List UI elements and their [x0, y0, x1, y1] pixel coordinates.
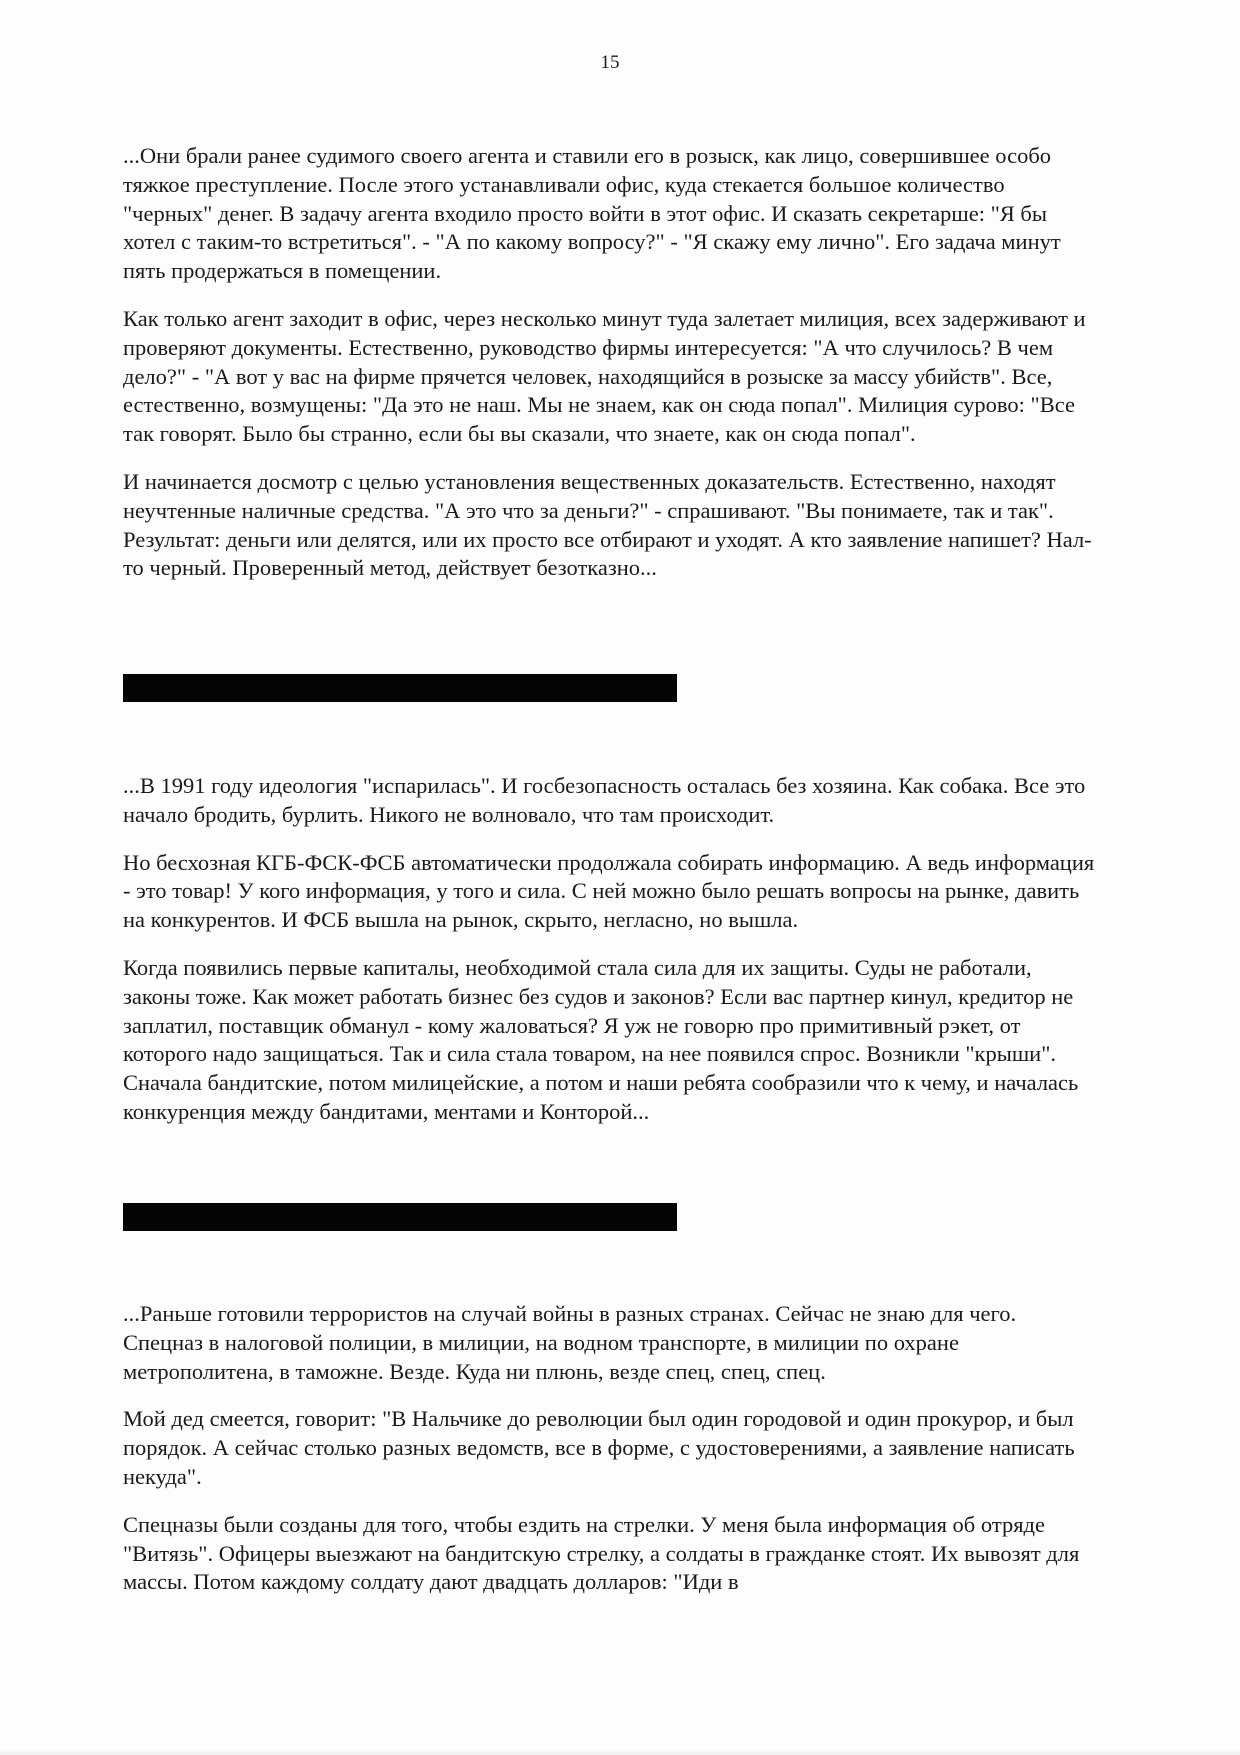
paragraph: ...Раньше готовили террористов на случай войны в разных странах. Сейчас не знаю для чего. Спецназ в налоговой полиции, в милиции, на водном транспорте, в милиции по охране метрополитена, в таможне. Везде. Куда ни плюнь, везде спец, спец, спец. — [123, 1301, 1017, 1384]
scan-edge-shadow — [0, 1749, 1240, 1755]
paragraph: И начинается досмотр с целью установления вещественных доказательств. Естественно, находят неучтенные наличные средства. "А это что за деньги?" - спрашивают. "Вы понимаете, так и так". Результат: деньги или делятся, или их просто все отбирают и уходят. А кто заявление напишет? Нал-то черный. Проверенный метод, действует безотказно... — [123, 468, 1092, 581]
paragraph: Спецназы были созданы для того, чтобы ездить на стрелки. У меня была информация об отряде "Витязь". Офицеры выезжают на бандитскую стрелку, а солдаты в гражданке стоят. Их вывозят для массы. Потом каждому солдату дают двадцать долларов: "Иди в — [123, 1511, 1080, 1595]
paragraph: ...В 1991 году идеология "испарилась". И госбезопасность осталась без хозяина. Как собака. Все это начало бродить, бурлить. Никого не волновало, что там происходит. — [123, 773, 1086, 827]
text-section-1 — [123, 142, 1095, 583]
text-section-2 — [123, 772, 1095, 1127]
paragraph: ...Они брали ранее судимого своего агента и ставили его в розыск, как лицо, совершившее особо тяжкое преступление. После этого устанавливали офис, куда стекается большое количество "черных" денег. В задачу агента входило просто войти в этот офис. И сказать секретарше: "Я бы хотел с таким-то встретиться". - "А по какому вопросу?" - "Я скажу ему лично". Его задача минут пять продержаться в помещении. — [123, 143, 1061, 284]
paragraph: Но бесхозная КГБ-ФСК-ФСБ автоматически продолжала собирать информацию. А ведь информация - это товар! У кого информация, у того и сила. С ней можно было решать вопросы на рынке, давить на конкурентов. И ФСБ вышла на рынок, скрыто, негласно, но вышла. — [123, 849, 1095, 933]
paragraph: Как только агент заходит в офис, через несколько минут туда залетает милиция, всех задерживают и проверяют документы. Естественно, руководство фирмы интересуется: "А что случилось? В чем дело?" - "А вот у вас на фирме прячется человек, находящийся в розыске за массу убийств". Все, естественно, возмущены: "Да это не наш. Мы не знаем, как он сюда попал". Милиция сурово: "Все так говорят. Было бы странно, если бы вы сказали, что знаете, как он сюда попал". — [123, 305, 1086, 447]
text-section-3 — [123, 1300, 1095, 1597]
page-number: 15 — [600, 52, 620, 73]
redaction-bar — [123, 674, 677, 702]
paragraph: Когда появились первые капиталы, необходимой стала сила для их защиты. Суды не работали, законы тоже. Как может работать бизнес без судов и законов? Если вас партнер кинул, кредитор не заплатил, поставщик обманул - кому жаловаться? Я уж не говорю про примитивный рэкет, от которого надо защищаться. Так и сила стала товаром, на нее появился спрос. Возникли "крыши". Сначала бандитские, потом милицейские, а потом и наши ребята сообразили что к чему, и началась конкуренция между бандитами, ментами и Конторой... — [123, 954, 1079, 1124]
paragraph: Мой дед смеется, говорит: "В Нальчике до революции был один городовой и один прокурор, и был порядок. А сейчас столько разных ведомств, все в форме, с удостоверениями, а заявление написать некуда". — [123, 1406, 1075, 1489]
redaction-bar — [123, 1203, 677, 1231]
